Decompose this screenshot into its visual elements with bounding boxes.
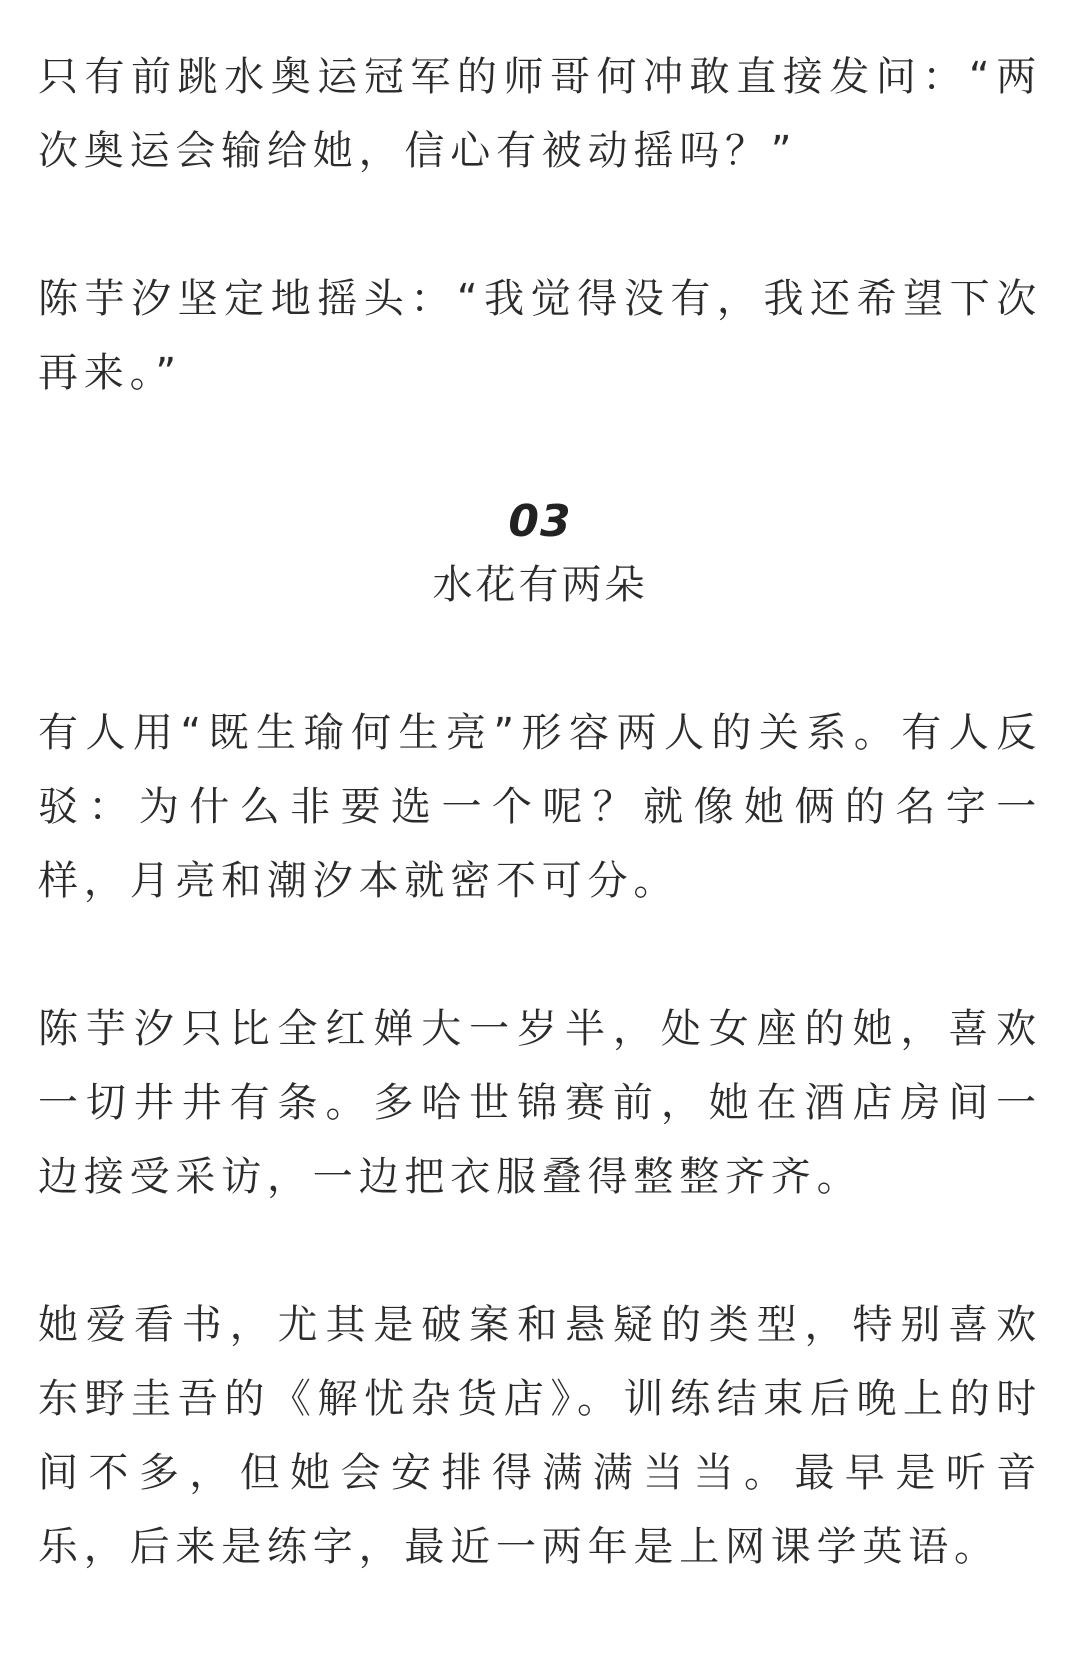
section-heading [38, 492, 1042, 618]
section-title: 水花有两朵 [432, 562, 648, 608]
paragraph-hobbies: 她爱看书，尤其是破案和悬疑的类型，特别喜欢东野圭吾的《解忧杂货店》。训练结束后晚上的时间不多，但她会安排得满满当当。最早是听音乐，后来是练字，最近一两年是上网课学英语。 [38, 1302, 1042, 1570]
paragraph-personality: 陈芋汐只比全红婵大一岁半，处女座的她，喜欢一切井井有条。多哈世锦赛前，她在酒店房间一边接受采访，一边把衣服叠得整整齐齐。 [38, 1006, 1042, 1200]
paragraph-relationship: 有人用“既生瑜何生亮”形容两人的关系。有人反驳：为什么非要选一个呢？就像她俩的名字一样，月亮和潮汐本就密不可分。 [38, 710, 1042, 904]
paragraph-he-chong-question: 只有前跳水奥运冠军的师哥何冲敢直接发问：“两次奥运会输给她，信心有被动摇吗？” [38, 54, 1042, 174]
section-number: 03 [508, 496, 572, 547]
paragraph-chen-yuxi-answer: 陈芋汐坚定地摇头：“我觉得没有，我还希望下次再来。” [38, 276, 1042, 396]
article-body [38, 40, 1042, 1584]
